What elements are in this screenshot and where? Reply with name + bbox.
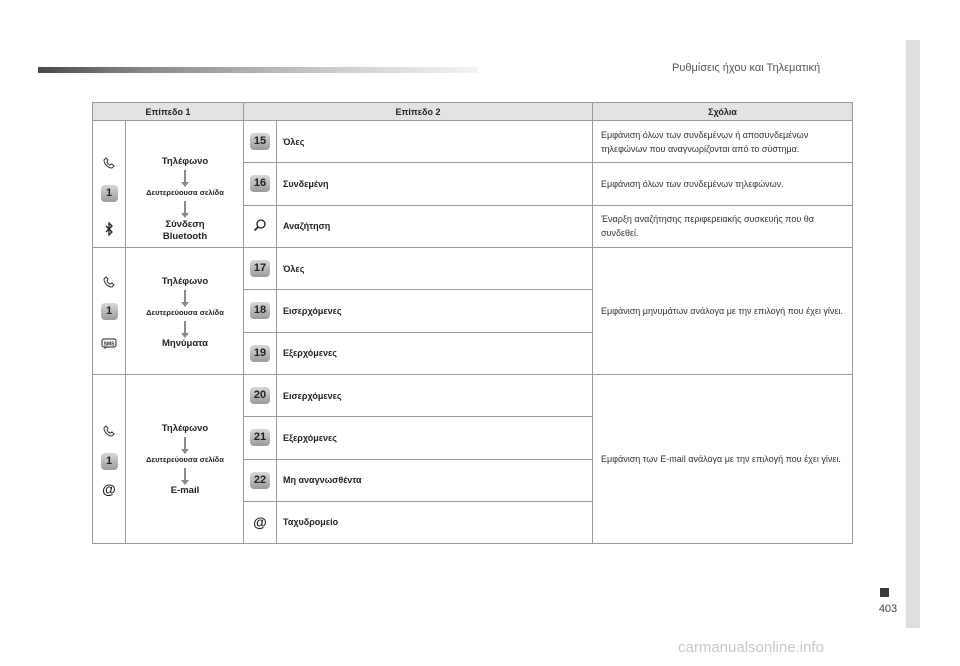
row-badge: 16: [244, 163, 277, 205]
search-icon: [244, 205, 277, 247]
side-tab: [906, 40, 920, 628]
at-icon: @: [244, 501, 277, 543]
row-badge: 19: [244, 332, 277, 374]
header-comments: Σχόλια: [593, 103, 853, 121]
watermark: carmanualsonline.info: [678, 639, 824, 656]
group3-level1: [126, 375, 244, 544]
level1-subpage-label: Δευτερεύουσα σελίδα: [146, 188, 224, 197]
group3-icons: [93, 375, 126, 544]
row-badge: 21: [244, 417, 277, 459]
number-1-badge: 1: [93, 453, 125, 470]
at-icon: @: [102, 481, 116, 497]
number-1-badge: 1: [93, 303, 125, 320]
sms-text: SMS: [103, 341, 115, 348]
page-marker: [880, 588, 889, 597]
level2-label: Εισερχόμενες: [277, 375, 593, 417]
flow-arrow: [182, 170, 188, 187]
row-badge: 17: [244, 248, 277, 290]
row-badge: 20: [244, 375, 277, 417]
level1-phone-label: Τηλέφωνο: [161, 276, 209, 287]
flow-arrow: [182, 437, 188, 454]
phone-icon: [93, 276, 125, 290]
row-badge: 15: [244, 121, 277, 163]
level1-subpage-label: Δευτερεύουσα σελίδα: [146, 455, 224, 464]
comment-text: Εμφάνιση μηνυμάτων ανάλογα με την επιλογή που έχει γίνει.: [593, 248, 853, 375]
table-row: [93, 375, 853, 417]
comment-text: Εμφάνιση όλων των συνδεμένων ή αποσυνδεμένων τηλεφώνων που αναγνωρίζονται από το σύστημα.: [593, 121, 853, 163]
comment-text: Εμφάνιση όλων των συνδεμένων τηλεφώνων.: [593, 163, 853, 205]
sms-icon: [93, 338, 125, 352]
table-row: [93, 248, 853, 290]
bluetooth-icon: [93, 222, 125, 238]
header-level2: Επίπεδο 2: [244, 103, 593, 121]
table-header-row: [93, 103, 853, 121]
level1-phone-label: Τηλέφωνο: [161, 156, 209, 167]
group2-level1: [126, 248, 244, 375]
comment-text: Έναρξη αναζήτησης περιφερειακής συσκευής που θα συνδεθεί.: [593, 205, 853, 247]
page-number: 403: [878, 603, 898, 615]
group1-level1: [126, 121, 244, 248]
settings-table: [92, 102, 853, 544]
number-1-badge: 1: [93, 185, 125, 202]
level1-bluetooth-label: Σύνδεση Bluetooth: [162, 219, 208, 242]
level2-label: Ταχυδρομείο: [277, 501, 593, 543]
level2-label: Εξερχόμενες: [277, 417, 593, 459]
page-header-title: Ρυθμίσεις ήχου και Τηλεματική: [672, 62, 821, 74]
comment-text: Εμφάνιση των E-mail ανάλογα με την επιλογή που έχει γίνει.: [593, 375, 853, 544]
level1-subpage-label: Δευτερεύουσα σελίδα: [146, 308, 224, 317]
row-badge: 18: [244, 290, 277, 332]
flow-arrow: [182, 290, 188, 307]
group1-icons: [93, 121, 126, 248]
level1-phone-label: Τηλέφωνο: [161, 423, 209, 434]
header-level1: Επίπεδο 1: [93, 103, 244, 121]
flow-arrow: [182, 468, 188, 485]
flow-arrow: [182, 201, 188, 218]
level2-label: Αναζήτηση: [277, 205, 593, 247]
level2-label: Όλες: [277, 248, 593, 290]
phone-icon: [93, 425, 125, 439]
header-gradient-bar: [38, 67, 478, 73]
table-row: [93, 121, 853, 163]
group2-icons: [93, 248, 126, 375]
level2-label: Εισερχόμενες: [277, 290, 593, 332]
level2-label: Μη αναγνωσθέντα: [277, 459, 593, 501]
level1-email-label: E-mail: [170, 485, 200, 496]
phone-icon: [93, 157, 125, 171]
level2-label: Εξερχόμενες: [277, 332, 593, 374]
row-badge: 22: [244, 459, 277, 501]
level2-label: Συνδεμένη: [277, 163, 593, 205]
level1-messages-label: Μηνύματα: [162, 338, 208, 349]
flow-arrow: [182, 321, 188, 338]
level2-label: Όλες: [277, 121, 593, 163]
